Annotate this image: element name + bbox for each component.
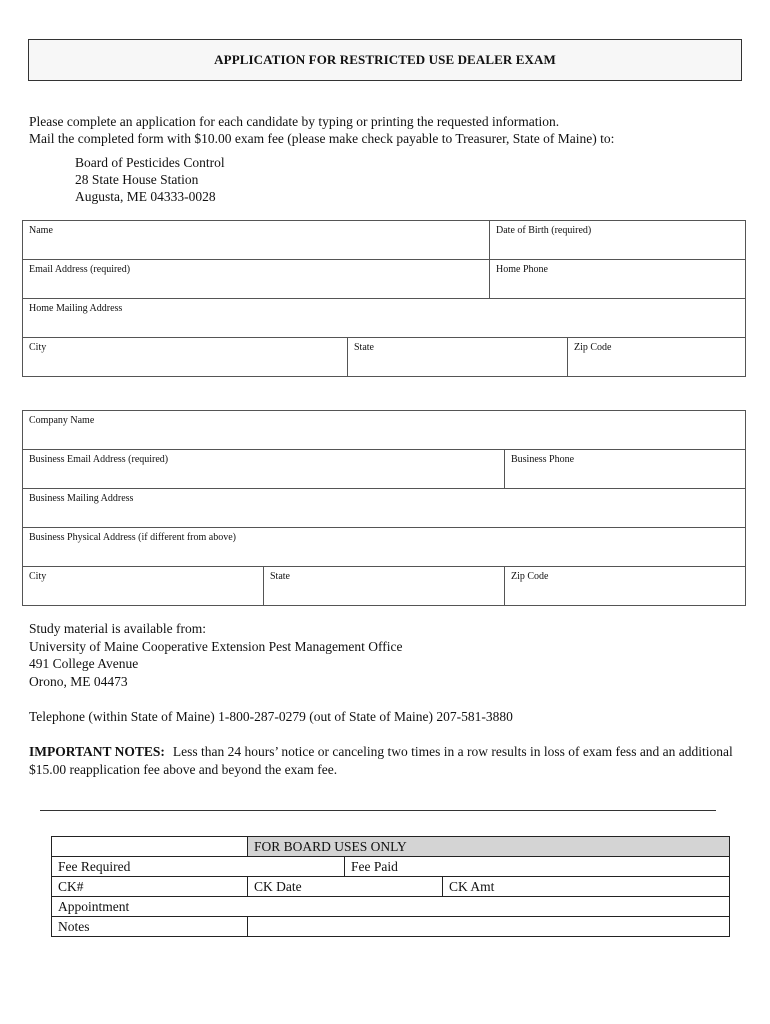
board-header: FOR BOARD USES ONLY (247, 837, 729, 856)
ck-date-cell: CK Date (247, 877, 442, 896)
instructions-line-2: Mail the completed form with $10.00 exam fee (please make check payable to Treasurer, State of Maine) to: (29, 131, 615, 146)
state-field[interactable] (347, 338, 568, 376)
form-title: APPLICATION FOR RESTRICTED USE DEALER EXAM (28, 39, 742, 81)
dob-field[interactable] (489, 221, 745, 259)
appointment-cell: Appointment (58, 899, 130, 914)
address-line: Augusta, ME 04333-0028 (75, 189, 216, 204)
instructions-line-1: Please complete an application for each candidate by typing or printing the requested information. (29, 114, 560, 129)
email-label: Email Address (required) (29, 264, 131, 275)
study-material (29, 620, 403, 690)
study-line: University of Maine Cooperative Extension Pest Management Office (29, 638, 403, 654)
home-phone-label: Home Phone (496, 264, 548, 275)
address-line: Board of Pesticides Control (75, 155, 225, 170)
business-state-label: State (270, 571, 290, 582)
telephone-info: Telephone (within State of Maine) 1-800-287-0279 (out of State of Maine) 207-581-3880 (29, 709, 513, 724)
notes-cell: Notes (58, 919, 90, 934)
business-mailing-field[interactable] (23, 489, 745, 527)
business-physical-label: Business Physical Address (if different from above) (29, 532, 236, 543)
board-header-blank (52, 837, 247, 856)
mailing-address (75, 154, 225, 205)
business-zip-field[interactable] (504, 567, 745, 605)
business-physical-field[interactable] (23, 528, 745, 566)
study-line: 491 College Avenue (29, 656, 139, 671)
fee-required-cell: Fee Required (58, 859, 131, 874)
notes-value-cell (247, 917, 729, 936)
dob-label: Date of Birth (required) (496, 225, 592, 236)
company-name-field[interactable] (23, 411, 745, 449)
personal-info-form (22, 220, 746, 377)
state-label: State (354, 342, 374, 353)
home-address-field[interactable] (23, 299, 745, 337)
study-line: Orono, ME 04473 (29, 673, 128, 689)
business-phone-label: Business Phone (511, 454, 575, 465)
company-name-label: Company Name (29, 415, 95, 426)
business-phone-field[interactable] (504, 450, 745, 488)
divider (40, 810, 716, 811)
business-zip-label: Zip Code (511, 571, 549, 582)
city-field[interactable] (23, 338, 347, 376)
fee-paid-cell: Fee Paid (344, 857, 729, 876)
business-email-field[interactable] (23, 450, 504, 488)
important-notes-text: Less than 24 hours’ notice or canceling two times in a row results in loss of exam fess and an additional $15.00 reapplication fee above and beyond the exam fee. (29, 744, 733, 777)
city-label: City (29, 342, 47, 353)
business-city-label: City (29, 571, 47, 582)
business-email-label: Business Email Address (required) (29, 454, 169, 465)
business-city-field[interactable] (23, 567, 263, 605)
name-label: Name (29, 225, 53, 236)
name-field[interactable] (23, 221, 489, 259)
business-mailing-label: Business Mailing Address (29, 493, 134, 504)
important-notes-label: IMPORTANT NOTES: (29, 744, 165, 759)
board-use-table (51, 836, 730, 937)
ck-number-cell: CK# (58, 879, 84, 894)
instructions (29, 113, 614, 147)
address-line: 28 State House Station (75, 172, 199, 187)
zip-field[interactable] (567, 338, 745, 376)
important-notes (29, 743, 741, 779)
home-phone-field[interactable] (489, 260, 745, 298)
study-line: Study material is available from: (29, 621, 206, 636)
business-info-form (22, 410, 746, 606)
email-field[interactable] (23, 260, 489, 298)
ck-amt-cell: CK Amt (442, 877, 729, 896)
home-address-label: Home Mailing Address (29, 303, 123, 314)
zip-label: Zip Code (574, 342, 612, 353)
business-state-field[interactable] (263, 567, 505, 605)
